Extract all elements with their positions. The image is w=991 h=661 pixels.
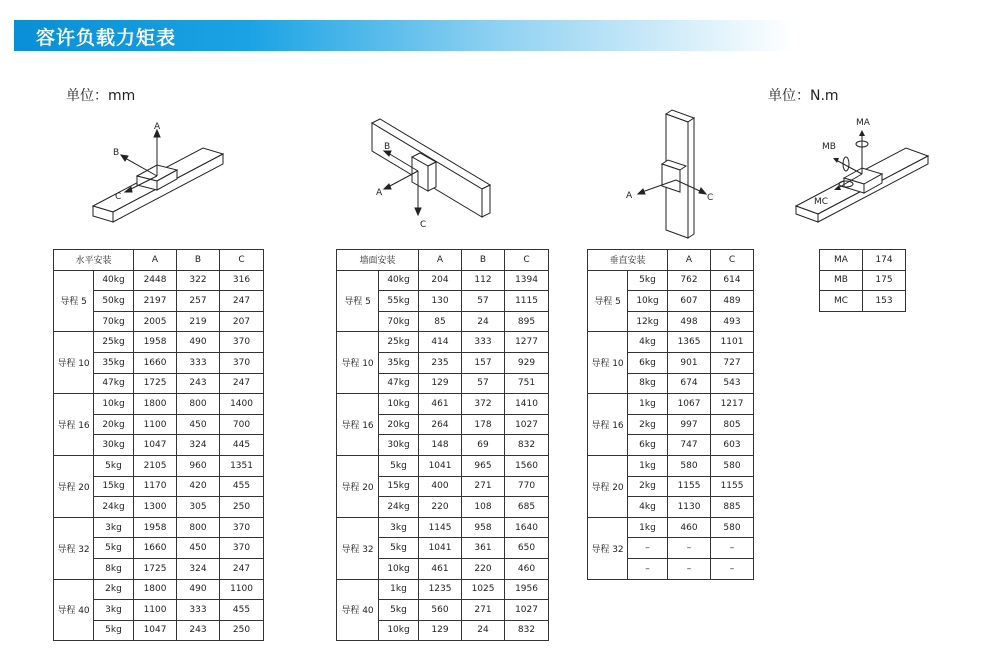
value-cell: 614 [711, 270, 754, 291]
table-row [337, 579, 549, 600]
header-row [54, 250, 264, 271]
value-cell: 2005 [134, 311, 177, 332]
value-cell: 489 [711, 291, 754, 312]
value-cell: 460 [668, 517, 711, 538]
value-cell: 148 [419, 435, 462, 456]
vertical-mount-diagram [620, 108, 720, 240]
col-header-a: A [134, 250, 177, 271]
value-cell: 560 [419, 600, 462, 621]
table-row [337, 332, 549, 353]
horizontal-mount-diagram [85, 118, 245, 228]
lead-label: 导程 10 [54, 332, 94, 394]
table-row [337, 517, 549, 538]
value-cell: 1725 [134, 373, 177, 394]
load-cell: 2kg [94, 579, 134, 600]
load-cell: 3kg [94, 517, 134, 538]
load-cell: 8kg [94, 558, 134, 579]
load-cell: 1kg [628, 517, 668, 538]
table-row [337, 270, 549, 291]
lead-label: 导程 10 [588, 332, 628, 394]
value-cell: 372 [462, 394, 505, 415]
slider-side [428, 162, 436, 191]
value-cell: 129 [419, 620, 462, 641]
value-cell: 264 [419, 414, 462, 435]
value-cell: 1145 [419, 517, 462, 538]
value-cell: 243 [177, 620, 220, 641]
value-cell: 24 [462, 311, 505, 332]
moment-value: 175 [863, 270, 906, 291]
moment-table [819, 249, 906, 312]
value-cell: 450 [177, 538, 220, 559]
lead-label: 导程 16 [337, 394, 379, 456]
value-cell: 1047 [134, 435, 177, 456]
value-cell: 727 [711, 352, 754, 373]
load-cell: – [628, 538, 668, 559]
load-cell: 5kg [628, 270, 668, 291]
header-row [337, 250, 549, 271]
table-row [54, 394, 264, 415]
value-cell: 1365 [668, 332, 711, 353]
value-cell: 324 [177, 558, 220, 579]
load-cell: 35kg [379, 352, 419, 373]
load-cell: 15kg [94, 476, 134, 497]
title-banner [14, 20, 794, 51]
value-cell: 1041 [419, 538, 462, 559]
value-cell: 333 [177, 600, 220, 621]
table-row [820, 270, 906, 291]
load-cell: 70kg [94, 311, 134, 332]
value-cell: 1800 [134, 394, 177, 415]
wall-mount-table [336, 249, 549, 641]
value-cell: 800 [177, 394, 220, 415]
value-cell: 420 [177, 476, 220, 497]
table-row [54, 332, 264, 353]
value-cell: 414 [419, 332, 462, 353]
value-cell: 770 [505, 476, 549, 497]
value-cell: 1041 [419, 455, 462, 476]
value-cell: 1400 [220, 394, 264, 415]
unit-label-nm: 单位：N.m [768, 88, 839, 104]
load-cell: 40kg [94, 270, 134, 291]
value-cell: 1130 [668, 497, 711, 518]
load-cell: 10kg [94, 394, 134, 415]
load-cell: 5kg [379, 600, 419, 621]
value-cell: 455 [220, 476, 264, 497]
label-b: B [384, 142, 391, 152]
col-header-c: C [505, 250, 549, 271]
value-cell: 370 [220, 538, 264, 559]
table-row [337, 394, 549, 415]
load-cell: 5kg [94, 538, 134, 559]
value-cell: 1410 [505, 394, 549, 415]
value-cell: 460 [505, 558, 549, 579]
value-cell: 1100 [134, 414, 177, 435]
value-cell: 1394 [505, 270, 549, 291]
load-cell: 20kg [379, 414, 419, 435]
value-cell: 832 [505, 435, 549, 456]
moment-label: MB [820, 270, 863, 291]
value-cell: 235 [419, 352, 462, 373]
lead-label: 导程 20 [588, 455, 628, 517]
value-cell: 1958 [134, 517, 177, 538]
load-cell: 12kg [628, 311, 668, 332]
value-cell: 832 [505, 620, 549, 641]
value-cell: 751 [505, 373, 549, 394]
moment-value: 174 [863, 250, 906, 271]
value-cell: 243 [177, 373, 220, 394]
value-cell: 112 [462, 270, 505, 291]
load-cell: 5kg [94, 455, 134, 476]
value-cell: 762 [668, 270, 711, 291]
table-row [820, 250, 906, 271]
value-cell: 108 [462, 497, 505, 518]
value-cell: 543 [711, 373, 754, 394]
label-c: C [420, 220, 427, 230]
value-cell: – [668, 558, 711, 579]
value-cell: 1027 [505, 600, 549, 621]
load-cell: 8kg [628, 373, 668, 394]
value-cell: 1027 [505, 414, 549, 435]
load-cell: 55kg [379, 291, 419, 312]
value-cell: 69 [462, 435, 505, 456]
value-cell: 1640 [505, 517, 549, 538]
value-cell: 603 [711, 435, 754, 456]
value-cell: 178 [462, 414, 505, 435]
vertical-mount-table [587, 249, 754, 580]
value-cell: 674 [668, 373, 711, 394]
value-cell: 247 [220, 558, 264, 579]
value-cell: – [711, 558, 754, 579]
value-cell: 445 [220, 435, 264, 456]
value-cell: 207 [220, 311, 264, 332]
value-cell: 1956 [505, 579, 549, 600]
table-row [54, 455, 264, 476]
value-cell: 461 [419, 394, 462, 415]
col-header-c: C [711, 250, 754, 271]
load-cell: 40kg [379, 270, 419, 291]
value-cell: 1560 [505, 455, 549, 476]
value-cell: 305 [177, 497, 220, 518]
load-cell: 10kg [379, 620, 419, 641]
load-cell: 1kg [379, 579, 419, 600]
value-cell: 1725 [134, 558, 177, 579]
value-cell: 901 [668, 352, 711, 373]
value-cell: 490 [177, 579, 220, 600]
lead-label: 导程 10 [337, 332, 379, 394]
unit-label-mm: 单位：mm [66, 88, 136, 104]
rail-side [688, 118, 694, 238]
value-cell: 650 [505, 538, 549, 559]
value-cell: 1660 [134, 352, 177, 373]
label-mc: MC [814, 197, 829, 207]
value-cell: 250 [220, 620, 264, 641]
load-cell: 70kg [379, 311, 419, 332]
moment-value: 153 [863, 291, 906, 312]
value-cell: 895 [505, 311, 549, 332]
table-row [54, 517, 264, 538]
col-header-c: C [220, 250, 264, 271]
load-cell: 3kg [379, 517, 419, 538]
load-cell: 25kg [94, 332, 134, 353]
value-cell: – [711, 538, 754, 559]
value-cell: 965 [462, 455, 505, 476]
table-row [588, 270, 754, 291]
load-cell: 25kg [379, 332, 419, 353]
value-cell: 1351 [220, 455, 264, 476]
value-cell: 1800 [134, 579, 177, 600]
value-cell: 257 [177, 291, 220, 312]
value-cell: 885 [711, 497, 754, 518]
value-cell: 85 [419, 311, 462, 332]
moment-diagram [790, 112, 940, 224]
rail-side [482, 185, 490, 217]
value-cell: 370 [220, 332, 264, 353]
value-cell: 2105 [134, 455, 177, 476]
table-row [588, 517, 754, 538]
lead-label: 导程 5 [54, 270, 94, 332]
lead-label: 导程 16 [54, 394, 94, 456]
lead-label: 导程 20 [337, 455, 379, 517]
load-cell: 1kg [628, 394, 668, 415]
load-cell: 5kg [379, 455, 419, 476]
value-cell: 580 [711, 455, 754, 476]
table-row [588, 394, 754, 415]
lead-label: 导程 40 [54, 579, 94, 641]
moment-label: MC [820, 291, 863, 312]
value-cell: 607 [668, 291, 711, 312]
label-c: C [115, 192, 122, 202]
lead-label: 导程 5 [588, 270, 628, 332]
value-cell: 1235 [419, 579, 462, 600]
label-ma: MA [856, 118, 870, 128]
value-cell: 247 [220, 373, 264, 394]
value-cell: 700 [220, 414, 264, 435]
lead-label: 导程 5 [337, 270, 379, 332]
value-cell: 2197 [134, 291, 177, 312]
value-cell: 1100 [220, 579, 264, 600]
page-title: 容许负载力矩表 [36, 27, 177, 49]
table-row [588, 332, 754, 353]
value-cell: 490 [177, 332, 220, 353]
lead-label: 导程 32 [588, 517, 628, 579]
value-cell: 800 [177, 517, 220, 538]
value-cell: 24 [462, 620, 505, 641]
value-cell: 57 [462, 291, 505, 312]
table-row [820, 291, 906, 312]
value-cell: 157 [462, 352, 505, 373]
load-cell: 10kg [628, 291, 668, 312]
label-a: A [626, 191, 633, 201]
load-cell: 24kg [379, 497, 419, 518]
table-row [54, 579, 264, 600]
load-cell: 1kg [628, 455, 668, 476]
value-cell: 1170 [134, 476, 177, 497]
value-cell: 333 [462, 332, 505, 353]
corner-cell: 墙面安装 [337, 250, 419, 271]
label-b: B [113, 148, 120, 158]
value-cell: 1100 [134, 600, 177, 621]
load-cell: 5kg [379, 538, 419, 559]
value-cell: 997 [668, 414, 711, 435]
value-cell: 1958 [134, 332, 177, 353]
load-cell: 15kg [379, 476, 419, 497]
load-cell: – [628, 558, 668, 579]
label-a: A [376, 188, 383, 198]
label-a: A [154, 122, 161, 132]
value-cell: 1660 [134, 538, 177, 559]
value-cell: 1300 [134, 497, 177, 518]
value-cell: 1155 [668, 476, 711, 497]
header-row [588, 250, 754, 271]
value-cell: 929 [505, 352, 549, 373]
value-cell: 1047 [134, 620, 177, 641]
load-cell: 47kg [94, 373, 134, 394]
value-cell: 370 [220, 517, 264, 538]
table-row [588, 455, 754, 476]
load-cell: 4kg [628, 332, 668, 353]
value-cell: 204 [419, 270, 462, 291]
value-cell: 316 [220, 270, 264, 291]
lead-label: 导程 32 [54, 517, 94, 579]
value-cell: 685 [505, 497, 549, 518]
load-cell: 30kg [379, 435, 419, 456]
value-cell: 1067 [668, 394, 711, 415]
wall-mount-diagram [368, 115, 498, 235]
value-cell: 57 [462, 373, 505, 394]
label-mb: MB [822, 142, 836, 152]
load-cell: 2kg [628, 476, 668, 497]
load-cell: 30kg [94, 435, 134, 456]
value-cell: 219 [177, 311, 220, 332]
value-cell: 498 [668, 311, 711, 332]
load-cell: 47kg [379, 373, 419, 394]
value-cell: 220 [462, 558, 505, 579]
col-header-a: A [668, 250, 711, 271]
corner-cell: 垂直安装 [588, 250, 668, 271]
load-cell: 4kg [628, 497, 668, 518]
load-cell: 10kg [379, 558, 419, 579]
load-cell: 3kg [94, 600, 134, 621]
value-cell: 361 [462, 538, 505, 559]
table-row [54, 270, 264, 291]
value-cell: 130 [419, 291, 462, 312]
col-header-a: A [419, 250, 462, 271]
value-cell: 747 [668, 435, 711, 456]
col-header-b: B [177, 250, 220, 271]
value-cell: 2448 [134, 270, 177, 291]
table-row [337, 455, 549, 476]
lead-label: 导程 40 [337, 579, 379, 641]
horizontal-mount-table [53, 249, 264, 641]
value-cell: 271 [462, 476, 505, 497]
value-cell: 450 [177, 414, 220, 435]
load-cell: 50kg [94, 291, 134, 312]
value-cell: – [668, 538, 711, 559]
value-cell: 370 [220, 352, 264, 373]
value-cell: 1115 [505, 291, 549, 312]
value-cell: 400 [419, 476, 462, 497]
value-cell: 220 [419, 497, 462, 518]
value-cell: 455 [220, 600, 264, 621]
value-cell: 960 [177, 455, 220, 476]
value-cell: 322 [177, 270, 220, 291]
corner-cell: 水平安装 [54, 250, 134, 271]
value-cell: 1155 [711, 476, 754, 497]
value-cell: 958 [462, 517, 505, 538]
value-cell: 250 [220, 497, 264, 518]
load-cell: 10kg [379, 394, 419, 415]
lead-label: 导程 32 [337, 517, 379, 579]
load-cell: 5kg [94, 620, 134, 641]
value-cell: 129 [419, 373, 462, 394]
load-cell: 35kg [94, 352, 134, 373]
value-cell: 580 [711, 517, 754, 538]
value-cell: 271 [462, 600, 505, 621]
lead-label: 导程 16 [588, 394, 628, 456]
col-header-b: B [462, 250, 505, 271]
value-cell: 805 [711, 414, 754, 435]
label-c: C [707, 193, 714, 203]
lead-label: 导程 20 [54, 455, 94, 517]
value-cell: 580 [668, 455, 711, 476]
load-cell: 6kg [628, 352, 668, 373]
value-cell: 493 [711, 311, 754, 332]
value-cell: 461 [419, 558, 462, 579]
value-cell: 1277 [505, 332, 549, 353]
value-cell: 333 [177, 352, 220, 373]
value-cell: 247 [220, 291, 264, 312]
value-cell: 1025 [462, 579, 505, 600]
value-cell: 1101 [711, 332, 754, 353]
load-cell: 6kg [628, 435, 668, 456]
load-cell: 20kg [94, 414, 134, 435]
load-cell: 2kg [628, 414, 668, 435]
load-cell: 24kg [94, 497, 134, 518]
value-cell: 1217 [711, 394, 754, 415]
value-cell: 324 [177, 435, 220, 456]
moment-label: MA [820, 250, 863, 271]
